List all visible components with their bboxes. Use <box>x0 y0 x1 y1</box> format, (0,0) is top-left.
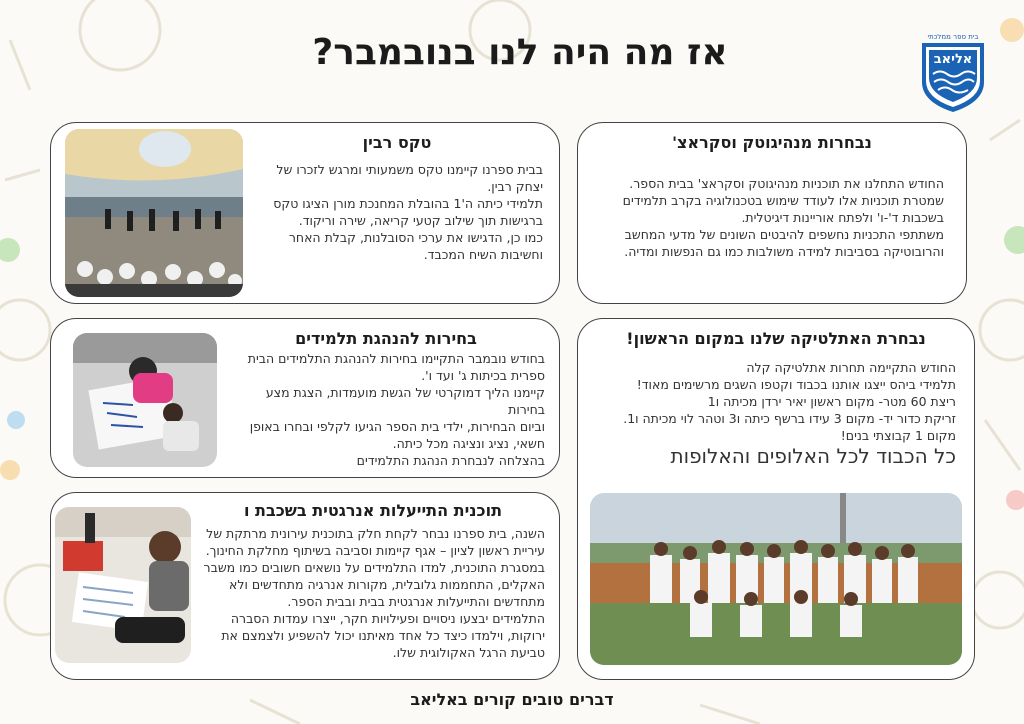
tech-paragraph: משתתפי התכניות נחשפים להיבטים השונים של מדעי המחשב והרובוטיקה בסביבות למידה משולבות כמו גם הנפשות ומדיה. <box>624 227 944 259</box>
tech-paragraph: החודש התחלנו את תוכניות מנהיגוטק וסקראצ' בבית הספר. <box>629 176 944 191</box>
student-council-photo <box>73 333 217 467</box>
energy-text <box>201 525 545 661</box>
council-paragraph: בהצלחה לנבחרת הנהגת התלמידים <box>356 453 545 468</box>
athletics-paragraph: ריצת 60 מטר- מקום ראשון יאיר ירדן מכיתה ו1 <box>707 394 956 409</box>
rabin-text <box>251 161 543 263</box>
athletics-cheer: כל הכבוד לכל האלופים והאלופות <box>670 444 956 468</box>
council-paragraph: בחודש נובמבר התקיימו בחירות להנהגת התלמידים הבית ספרית בכיתות ג' ועד ו'. <box>247 351 545 383</box>
energy-heading: תוכנית התייעלות אנרגטית בשכבת ו <box>243 501 503 520</box>
card-tech-programs <box>577 122 967 304</box>
rabin-paragraph: בבית ספרנו קיימנו טקס משמעותי ומרגש לזכרו של יצחק רבין. <box>276 162 543 194</box>
page-footer: דברים טובים קורים באליאב <box>410 690 614 709</box>
energy-paragraph: השנה, בית ספרנו נבחר לקחת חלק בתוכנית עירונית מרתקת של עיריית ראשון לציון – אגף קיימות וסביבה בשיתוף מחלקת החינוך. במסגרת התוכנית, למדו התלמידים על נושאים חשובים כמו משבר האקלים, התחממות גלובלית, מקורות אנרגיה מתחדשים ולא מתחדשים והתייעלות אנרגטית בבית ובבית הספר. <box>203 526 545 609</box>
rabin-heading: טקס רבין <box>362 133 432 152</box>
card-rabin <box>50 122 560 304</box>
athletics-paragraph: החודש התקיימה תחרות אתלטיקה קלה <box>746 360 956 375</box>
athletics-paragraph: מקום 1 קבוצתי בנים! <box>840 428 956 443</box>
council-paragraph: וביום הבחירות, ילדי בית הספר הגיעו לקלפי ובחרו באופן חשאי, נציג ונציגה מכל כיתה. <box>249 419 545 451</box>
school-logo <box>918 30 988 114</box>
energy-paragraph: התלמידים יבצעו ניסויים ופעילויות חקר, ייצרו עמדות הסברה ירוקות, וילמדו כיצד כל אחד מאיתנו יכול להשפיע ולצמצם את טביעת הרגל האקולוגית שלו. <box>221 611 545 660</box>
council-paragraph: קיימנו הליך דמוקרטי של הגשת מועמדות, הצגת מצע בחירות <box>265 385 545 417</box>
tech-heading: נבחרות מנהיגוטק וסקראצ' <box>672 133 872 152</box>
athletics-team-photo <box>590 493 962 665</box>
card-student-council <box>50 318 560 478</box>
tech-paragraph: שמטרת תוכניות אלו לעודד שימוש בטכנולוגיה בקרב תלמידים בשכבות ד'-ו' ולפתח אוריינות דיגיטלית. <box>622 193 944 225</box>
rabin-paragraph: כמו כן, הדגישו את ערכי הסובלנות, קבלת האחר וחשיבות השיח המכבד. <box>288 230 543 262</box>
energy-program-photo <box>55 507 191 663</box>
logo-name: אליאב <box>933 52 973 67</box>
page-title: אז מה היה לנו בנובמבר? <box>312 32 728 73</box>
logo-top-text: בית ספר ממלכתי <box>927 33 979 41</box>
card-energy-program <box>50 492 560 680</box>
rabin-ceremony-photo <box>65 129 243 297</box>
athletics-text <box>596 359 956 468</box>
athletics-paragraph: תלמידי ביהס ייצגו אותנו בכבוד וקטפו השגים מרשימים מאוד! <box>636 377 956 392</box>
council-heading: בחירות להנהגת תלמידים <box>295 329 477 348</box>
athletics-paragraph: זריקת כדור יד- מקום 3 עידו ברשף כיתה ו3 וטהר לוי מכיתה ו1. <box>623 411 956 426</box>
athletics-heading: נבחרת האתלטיקה שלנו במקום הראשון! <box>626 329 926 348</box>
rabin-paragraph: תלמידי כיתה ה'1 בהובלת המחנכת מורן הציגו טקס ברגישות תוך שילוב קטעי קריאה, שירה וריקוד. <box>273 196 543 228</box>
card-athletics <box>577 318 975 680</box>
tech-text <box>600 175 944 260</box>
council-text <box>227 350 545 469</box>
